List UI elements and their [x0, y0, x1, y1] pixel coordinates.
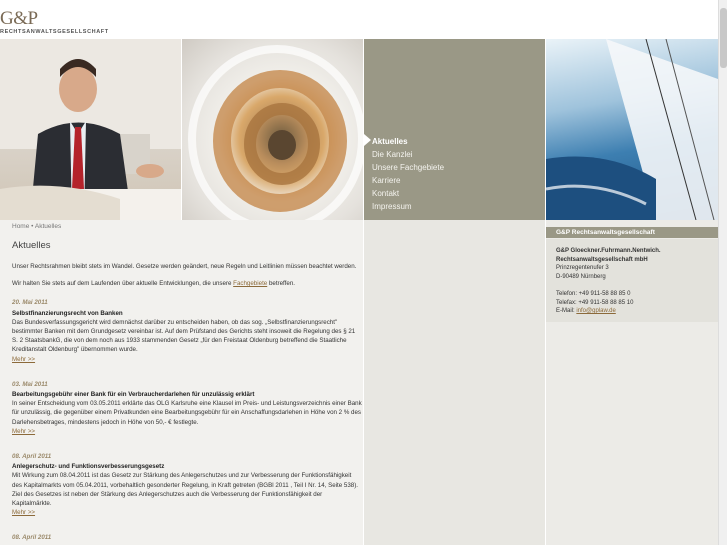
nav-item-impressum[interactable]: Impressum: [372, 202, 412, 211]
more-link[interactable]: Mehr >>: [12, 355, 36, 363]
news-item: [12, 380, 362, 442]
news-body: Mit Wirkung zum 08.04.2011 ist das Gesetz zur Stärkung des Anlegerschutzes und zur Verbesserung der Funktionsfähigkeit des Kapitalmarkts vom 05.04.2011, vorbehaltlich gesonderter Regelung, in Kraft getreten (BGBl 2011 , Teil I Nr. 14, Seite 538). Ziel des Gesetzes ist neben der Stärkung des Anlegerschutzes auch die Verbesserung der Funktionsfähigkeit der Kapitalmärkte.: [12, 472, 359, 508]
news-date: 03. Mai 2011: [12, 380, 48, 388]
email-row: [556, 307, 718, 316]
news-date: 08. April 2011: [12, 453, 52, 461]
fax: Telefax: +49 911-58 88 85 10: [556, 299, 634, 306]
page-title: Aktuelles: [12, 240, 51, 251]
phone: Telefon: +49 911-58 88 85 0: [556, 290, 631, 297]
breadcrumb-home[interactable]: Home: [12, 223, 30, 230]
nav-item-unsere-fachgebiete[interactable]: Unsere Fachgebiete: [372, 163, 445, 172]
nav-item-karriere[interactable]: Karriere: [372, 176, 401, 185]
email-link[interactable]: info@gplaw.de: [576, 308, 616, 315]
contact-box: [546, 239, 718, 322]
nav-item-aktuelles[interactable]: Aktuelles: [372, 137, 408, 146]
nav-item-kontakt[interactable]: Kontakt: [372, 189, 400, 198]
intro-paragraph: Unser Rechtsrahmen bleibt stets im Wandel. Gesetze werden geändert, neue Regeln und Leitlinien müssen beachtet werden.: [12, 263, 357, 270]
breadcrumb: [12, 223, 61, 230]
middle-column: [364, 220, 545, 545]
street: Prinzregentenufer 3: [556, 265, 609, 272]
more-link[interactable]: Mehr >>: [12, 509, 36, 517]
news-title: Anlegerschutz- und Funktionsverbesserungsgesetz: [12, 463, 165, 471]
breadcrumb-current: Aktuelles: [34, 223, 62, 230]
email-label: E-Mail:: [556, 308, 577, 315]
logo-mark: G&P: [0, 8, 38, 29]
sailboat-photo: [546, 39, 718, 220]
sidebar-heading: G&P Rechtsanwaltsgesellschaft: [546, 227, 718, 238]
news-date: 20. Mai 2011: [12, 299, 48, 307]
lawyer-photo: [0, 39, 181, 220]
intro-paragraph-2: Wir halten Sie stets auf dem Laufenden über aktuelle Entwicklungen, die unsere Fachgebiete betreffen.: [12, 280, 295, 288]
staircase-photo: [182, 39, 363, 220]
firm-name-line1: G&P Gloeckner.Fuhrmann.Nentwich.: [556, 248, 661, 254]
news-body: Das Bundesverfassungsgericht wird demnächst darüber zu entscheiden haben, ob das sog. „Selbstfinanzierungsrecht" bestimmter Banken mit dem Grundgesetz vereinbar ist. Auf dem Prüfstand des Gerichts steht insoweit die Regelung des § 21 S. 2 StaatsbankG, die von dem noch aus 1933 stammenden Gesetz „für den Freistaat Oldenburg betreffend die Staatliche Kreditanstalt Oldenburg" übernommen wurde.: [12, 318, 356, 354]
logo-subtitle: RECHTSANWALTSGESELLSCHAFT: [0, 29, 109, 35]
nav-pointer-icon: [364, 134, 371, 146]
scrollbar-thumb[interactable]: [720, 8, 727, 68]
banner: [0, 39, 718, 220]
news-item: [12, 298, 362, 369]
scrollbar[interactable]: [718, 0, 727, 545]
firm-name-line2: Rechtsanwaltsgesellschaft mbH: [556, 256, 648, 263]
news-item: [12, 533, 362, 542]
breadcrumb-separator: •: [31, 223, 34, 230]
news-title: Selbstfinanzierungsrecht von Banken: [12, 309, 123, 317]
more-link[interactable]: Mehr >>: [12, 427, 36, 435]
fachgebiete-link[interactable]: Fachgebiete: [233, 280, 268, 288]
news-title: Bearbeitungsgebühr einer Bank für ein Verbraucherdarlehen für unzulässig erklärt: [12, 391, 255, 399]
news-item: [12, 452, 362, 523]
news-body: In seiner Entscheidung vom 03.05.2011 erklärte das OLG Karlsruhe eine Klausel im Preis- und Leistungsverzeichnis einer Bank für unzulässig, die gegenüber einem Privatkunden eine Bearbeitungsgebühr für ein Anschaffungsdarlehen in Höhe von 2 % des Darlehensbetrages, mindestens jedoch in Höhe von 50,- € festlegte.: [12, 400, 362, 426]
main-content: [12, 262, 362, 544]
nav-item-die-kanzlei[interactable]: Die Kanzlei: [372, 150, 413, 159]
logo[interactable]: [0, 8, 117, 38]
city: D-90489 Nürnberg: [556, 273, 606, 280]
news-date: 08. April 2011: [12, 534, 52, 542]
main-nav: [364, 39, 545, 220]
